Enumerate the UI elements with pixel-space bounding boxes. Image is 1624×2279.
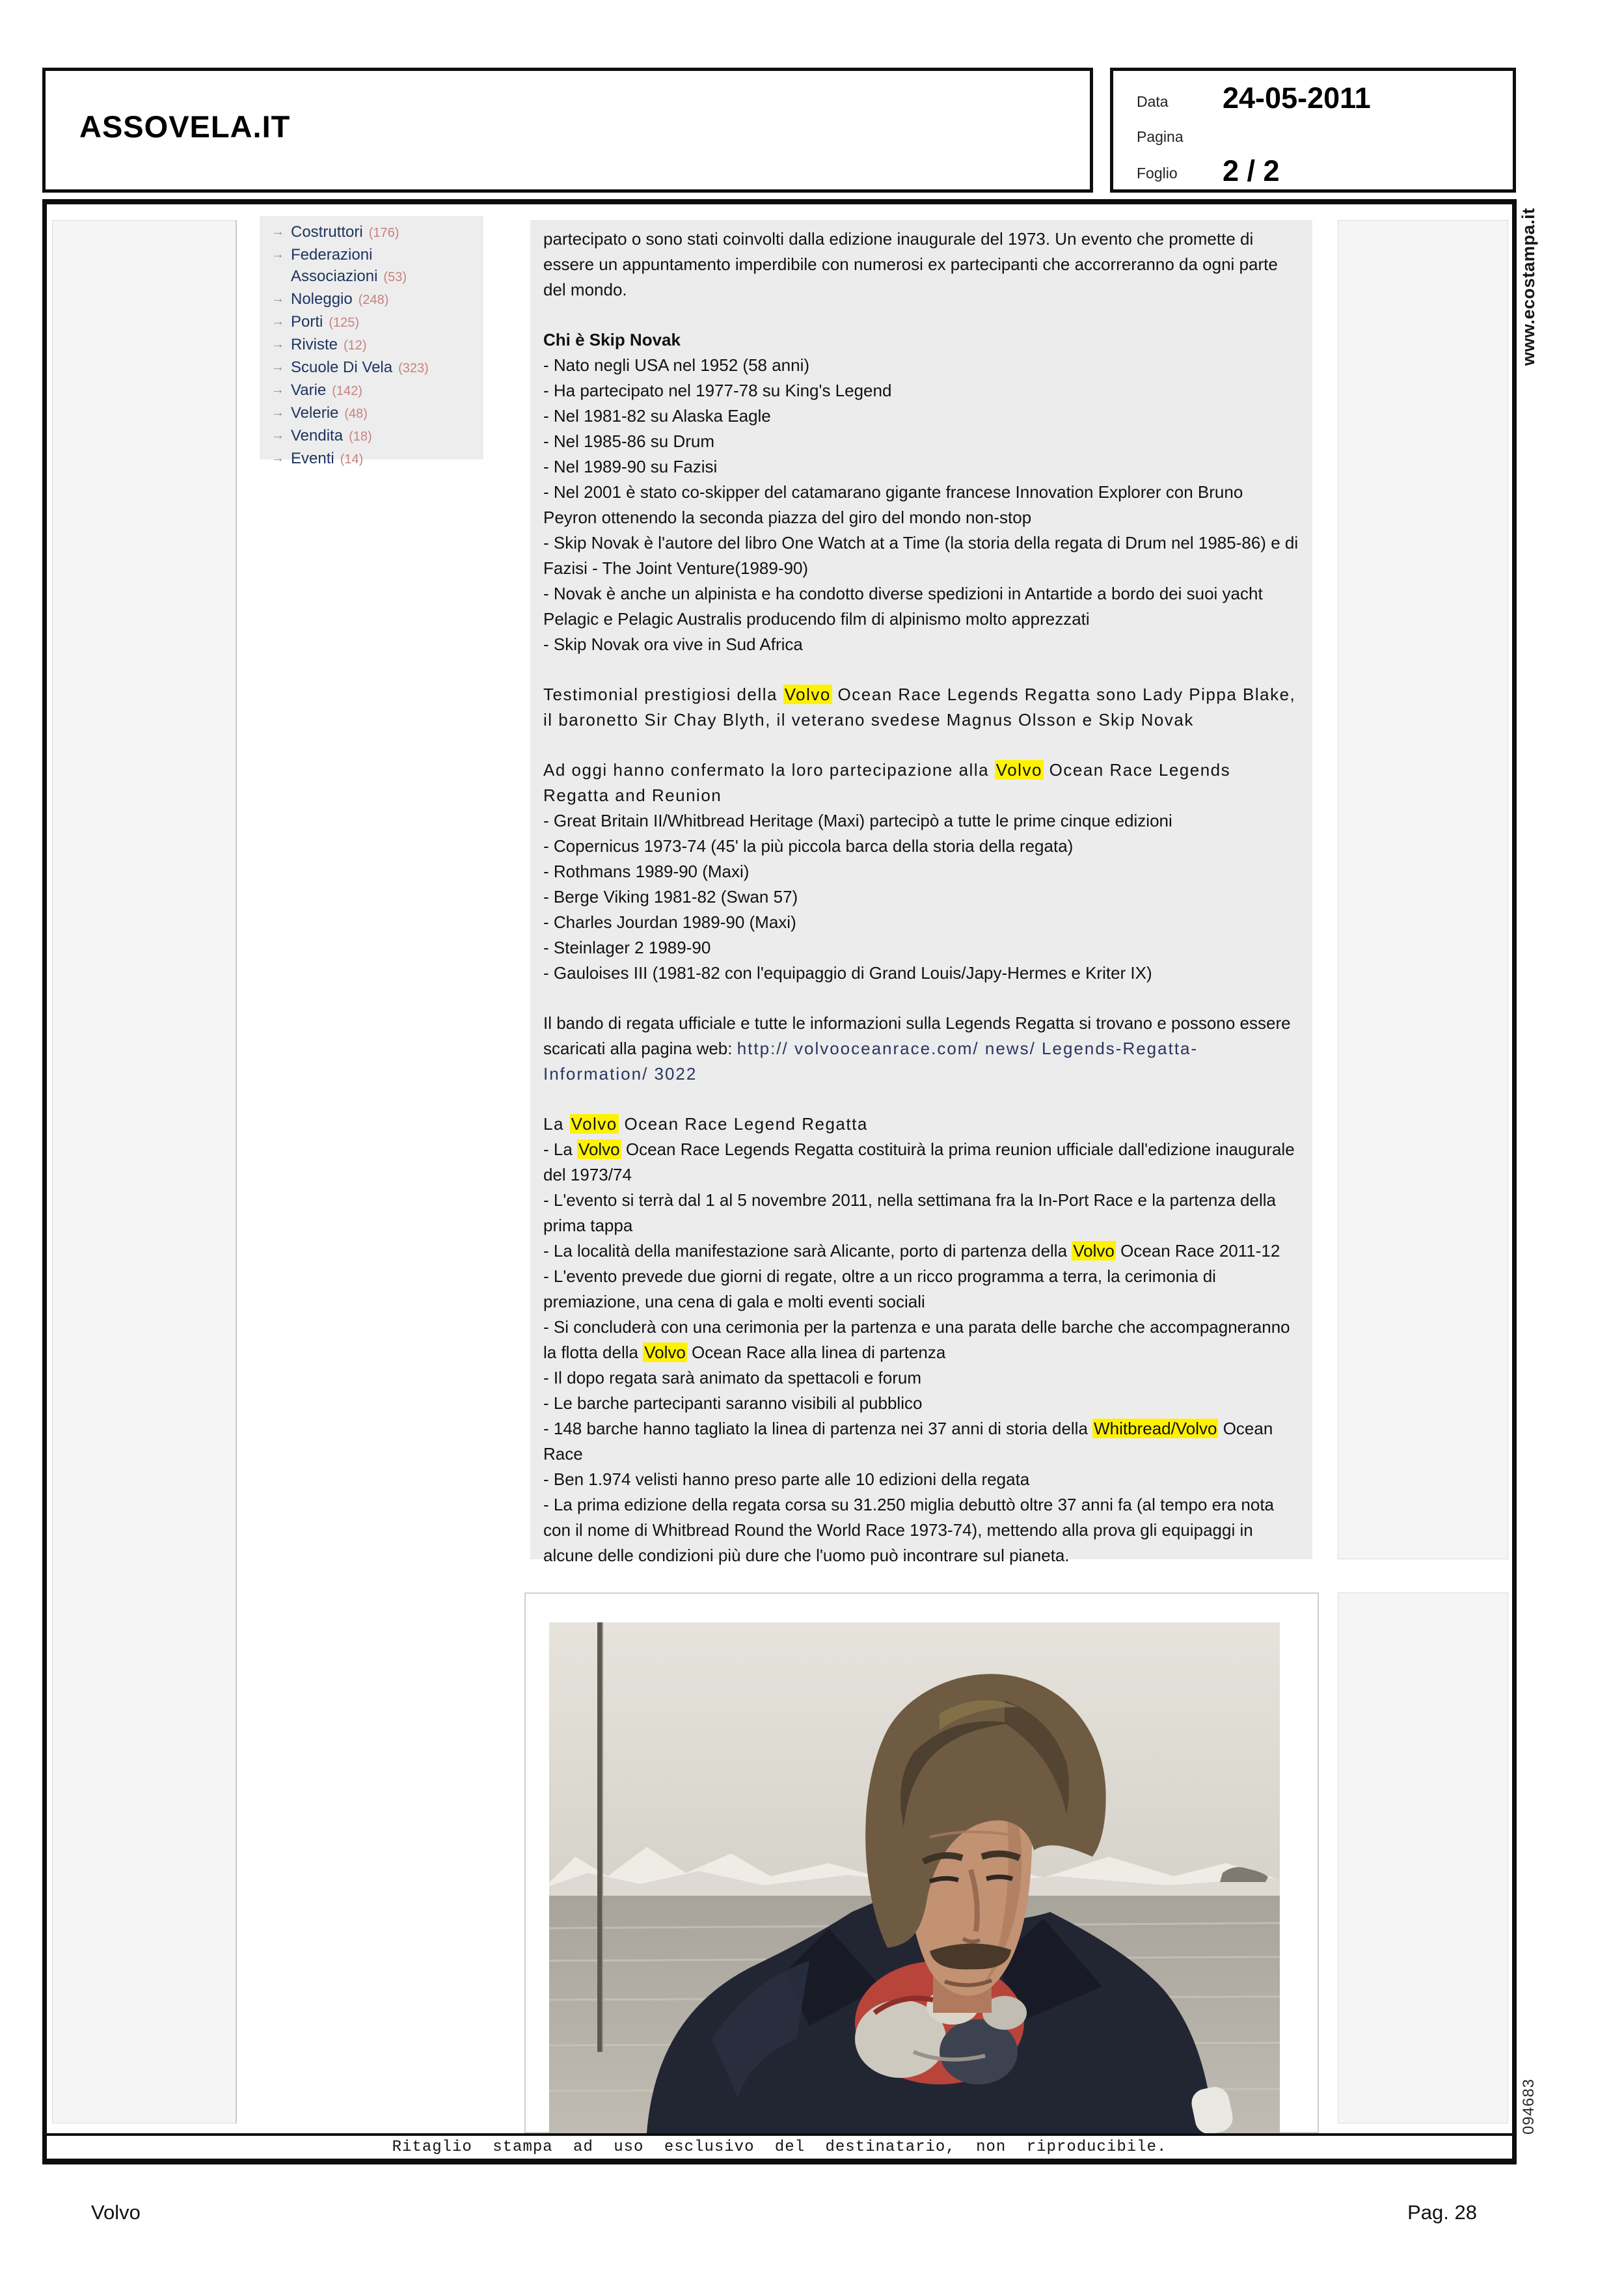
article-paragraph	[543, 1264, 1299, 1315]
arrow-right-icon: →	[271, 451, 284, 465]
article-paragraph	[543, 1416, 1299, 1467]
sidebar-item-label: Eventi	[291, 450, 334, 467]
article-paragraph	[543, 480, 1299, 530]
article-text: - La prima edizione della regata corsa su 31.250 miglia debuttò oltre 37 anni fa (al tempo era nota con il nome di Whitbread Round the World Race 1973-74), mettendo alla prova gli equipaggi in alcune delle condizioni più dure che l'uomo può incontrare sul pianeta.	[543, 1495, 1275, 1565]
article-paragraph	[543, 1467, 1299, 1492]
article-paragraph	[543, 1011, 1299, 1087]
article-text: - Skip Novak ora vive in Sud Africa	[543, 635, 803, 654]
sidebar-item-count: (53)	[383, 270, 407, 284]
article-text: Ocean Race alla linea di partenza	[686, 1343, 946, 1362]
sidebar-item[interactable]	[264, 402, 480, 425]
sidebar-item[interactable]	[264, 311, 480, 334]
sidebar-item-count: (18)	[349, 430, 372, 444]
source-header-box	[42, 68, 1093, 193]
source-title: ASSOVELA.IT	[79, 109, 291, 144]
article-paragraph	[543, 1391, 1299, 1416]
article-text: - Nel 1981-82 su Alaska Eagle	[543, 406, 771, 426]
article-text: Ocean Race Legends Regatta costituirà la prima reunion ufficiale dall'edizione inaugurale del 1973/74	[543, 1140, 1295, 1184]
article-text: La	[543, 1114, 570, 1134]
sidebar-item[interactable]	[264, 221, 480, 244]
article-text: - Copernicus 1973-74 (45' la più piccola barca della storia della regata)	[543, 836, 1074, 856]
sidebar-item-label: Scuole Di Vela	[291, 359, 393, 376]
article-text: - Skip Novak è l'autore del libro One Watch at a Time (la storia della regata di Drum nel 1985-86) e di Fazisi - The Joint Venture(1989-90)	[543, 533, 1299, 578]
highlighted-keyword: Volvo	[571, 1114, 617, 1134]
article-paragraph	[543, 353, 1299, 378]
article-text: - Le barche partecipanti saranno visibili al pubblico	[543, 1393, 923, 1413]
article-paragraph	[543, 910, 1299, 935]
article-text: - Si concluderà con una cerimonia per la partenza e una parata delle barche che accompagneranno la flotta della	[543, 1317, 1290, 1362]
article-paragraph	[543, 403, 1299, 429]
article-text: Ocean Race Legends Regatta sono Lady Pippa Blake, il baronetto Sir Chay Blyth, il veterano svedese Magnus Olsson e Skip Novak	[543, 685, 1296, 730]
article-link[interactable]: http:// volvooceanrace.com/ news/ Legends-Regatta-Information/ 3022	[543, 1039, 1198, 1084]
skip-novak-photo	[549, 1622, 1280, 2133]
article-paragraph	[543, 1137, 1299, 1188]
article-paragraph	[543, 834, 1299, 859]
sidebar-item-label: Varie	[291, 381, 327, 399]
sidebar-item-label: Riviste	[291, 336, 338, 353]
sidebar-item[interactable]	[264, 448, 480, 471]
article-text: - L'evento si terrà dal 1 al 5 novembre 2011, nella settimana fra la In-Port Race e la partenza della prima tappa	[543, 1190, 1276, 1235]
sidebar-item-label: Federazioni Associazioni	[291, 246, 378, 285]
sidebar-item[interactable]	[264, 425, 480, 448]
article-paragraph	[543, 1315, 1299, 1365]
sidebar-item-count: (323)	[398, 361, 429, 375]
article-text: - Charles Jourdan 1989-90 (Maxi)	[543, 912, 796, 932]
article-text: Chi è Skip Novak	[543, 330, 681, 349]
sidebar-item-label: Vendita	[291, 427, 344, 444]
sidebar-item-count: (14)	[340, 452, 364, 467]
article-text: - Novak è anche un alpinista e ha condotto diverse spedizioni in Antartide a bordo dei suoi yacht Pelagic e Pelagic Australis producendo film di alpinismo molto apprezzati	[543, 584, 1263, 629]
article-paragraph	[543, 429, 1299, 454]
article-text: - Great Britain II/Whitbread Heritage (Maxi) partecipò a tutte le prime cinque edizioni	[543, 811, 1172, 830]
article-text: - L'evento prevede due giorni di regate, oltre a un ricco programma a terra, la cerimonia di premiazione, una cena di gala e molti eventi sociali	[543, 1266, 1216, 1311]
page-label: Pagina	[1137, 128, 1184, 145]
footer-brand: Volvo	[91, 2201, 141, 2224]
photo-mast	[597, 1622, 602, 2052]
article-paragraph	[543, 808, 1299, 834]
sidebar-item-count: (142)	[332, 384, 362, 398]
sidebar-item[interactable]	[264, 334, 480, 357]
article-text: - Nel 2001 è stato co-skipper del catamarano gigante francese Innovation Explorer con Bruno Peyron ottenendo la seconda piazza del giro del mondo non-stop	[543, 482, 1243, 527]
sidebar-item[interactable]	[264, 379, 480, 402]
article-text: - La	[543, 1140, 578, 1159]
article-text: - Nel 1985-86 su Drum	[543, 431, 714, 451]
article-text: Ocean Race 2011-12	[1115, 1241, 1280, 1261]
article-text: - Ben 1.974 velisti hanno preso parte alle 10 edizioni della regata	[543, 1469, 1030, 1489]
arrow-right-icon: →	[271, 337, 284, 351]
article-text: Ad oggi hanno confermato la loro partecipazione alla	[543, 760, 995, 780]
article-paragraph	[543, 1492, 1299, 1568]
highlighted-keyword: Volvo	[644, 1343, 686, 1362]
arrow-right-icon: →	[271, 383, 284, 397]
clipping-code: 094683	[1520, 2078, 1537, 2135]
article-paragraph	[543, 884, 1299, 910]
article-text: - Nel 1989-90 su Fazisi	[543, 457, 718, 476]
disclaimer-strip	[42, 2133, 1517, 2164]
article-text: partecipato o sono stati coinvolti dalla edizione inaugurale del 1973. Un evento che promette di essere un appuntamento imperdibile con numerosi ex partecipanti che accorreranno da ogni parte del mondo.	[543, 229, 1278, 299]
right-column-top	[1338, 220, 1508, 1559]
sidebar-item[interactable]	[264, 288, 480, 311]
sidebar-item-label: Velerie	[291, 404, 339, 422]
sidebar-item-count: (176)	[368, 226, 399, 240]
highlighted-keyword: Whitbread/Volvo	[1094, 1419, 1217, 1438]
article-paragraph	[543, 1365, 1299, 1391]
highlighted-keyword: Volvo	[1073, 1241, 1115, 1261]
arrow-right-icon: →	[271, 225, 284, 239]
article-text: - Rothmans 1989-90 (Maxi)	[543, 862, 750, 881]
meta-header-box	[1110, 68, 1516, 193]
sidebar-menu	[260, 216, 483, 467]
article-paragraph	[543, 530, 1299, 581]
article-text: - Berge Viking 1981-82 (Swan 57)	[543, 887, 798, 907]
article-text: Ocean Race Legend Regatta	[618, 1114, 868, 1134]
sidebar-item-label: Noleggio	[291, 290, 353, 308]
article-paragraph	[543, 682, 1299, 733]
arrow-right-icon: →	[271, 247, 284, 262]
disclaimer-text: Ritaglio stampa ad uso esclusivo del destinatario, non riproducibile.	[392, 2138, 1167, 2156]
article-text: - Il dopo regata sarà animato da spettacoli e forum	[543, 1368, 921, 1387]
sidebar-item-count: (248)	[358, 293, 389, 307]
article-heading	[543, 327, 1299, 353]
sidebar-item[interactable]	[264, 244, 480, 288]
article-paragraph	[543, 378, 1299, 403]
sidebar-item[interactable]	[264, 357, 480, 379]
arrow-right-icon: →	[271, 428, 284, 443]
ecostampa-watermark: www.ecostampa.it	[1519, 208, 1538, 366]
article-text: - Ha partecipato nel 1977-78 su King's Legend	[543, 381, 892, 400]
article-paragraph	[543, 757, 1299, 808]
highlighted-keyword: Volvo	[784, 685, 831, 704]
article-text: - Gauloises III (1981-82 con l'equipaggio di Grand Louis/Japy-Hermes e Kriter IX)	[543, 963, 1152, 983]
photo-eye-right	[986, 1877, 1012, 1879]
article-text: Testimonial prestigiosi della	[543, 685, 783, 704]
highlighted-keyword: Volvo	[995, 760, 1042, 780]
skip-novak-photo-svg	[549, 1622, 1280, 2133]
highlighted-keyword: Volvo	[578, 1140, 620, 1159]
article-text: Il bando di regata ufficiale e tutte le informazioni sulla Legends Regatta si trovano e possono essere scaricati alla pagina web:	[543, 1013, 1291, 1058]
article-text: - La località della manifestazione sarà Alicante, porto di partenza della	[543, 1241, 1072, 1261]
arrow-right-icon: →	[271, 405, 284, 420]
article-body	[530, 220, 1312, 1565]
sidebar-item-count: (125)	[329, 316, 360, 330]
sidebar-item-count: (48)	[344, 407, 368, 421]
right-column-bottom	[1338, 1592, 1508, 2123]
left-column	[52, 220, 237, 2123]
article-paragraph	[543, 581, 1299, 632]
article-paragraph	[543, 935, 1299, 961]
article-paragraph	[543, 454, 1299, 480]
sheet-label: Foglio	[1137, 165, 1178, 182]
article-paragraph	[543, 1238, 1299, 1264]
article-paragraph	[543, 1112, 1299, 1137]
article-text: - Nato negli USA nel 1952 (58 anni)	[543, 355, 810, 375]
date-label: Data	[1137, 93, 1169, 110]
article-paragraph	[543, 226, 1299, 303]
article-paragraph	[543, 859, 1299, 884]
photo-box	[524, 1592, 1319, 2133]
arrow-right-icon: →	[271, 292, 284, 306]
article-text: - 148 barche hanno tagliato la linea di partenza nei 37 anni di storia della	[543, 1419, 1093, 1438]
article-text: Ocean Race	[543, 1419, 1273, 1464]
footer-page-number: Pag. 28	[1407, 2201, 1477, 2224]
arrow-right-icon: →	[271, 314, 284, 329]
article-text: - Steinlager 2 1989-90	[543, 938, 711, 957]
article-paragraph	[543, 961, 1299, 986]
sidebar-item-label: Porti	[291, 313, 323, 331]
article-paragraph	[543, 632, 1299, 657]
sidebar-item-label: Costruttori	[291, 223, 363, 241]
arrow-right-icon: →	[271, 360, 284, 374]
date-value: 24-05-2011	[1223, 81, 1371, 115]
article-text: Ocean Race Legends Regatta and Reunion	[543, 760, 1231, 805]
article-paragraph	[543, 1188, 1299, 1238]
sidebar-item-count: (12)	[344, 338, 367, 353]
sheet-value: 2 / 2	[1223, 154, 1280, 187]
